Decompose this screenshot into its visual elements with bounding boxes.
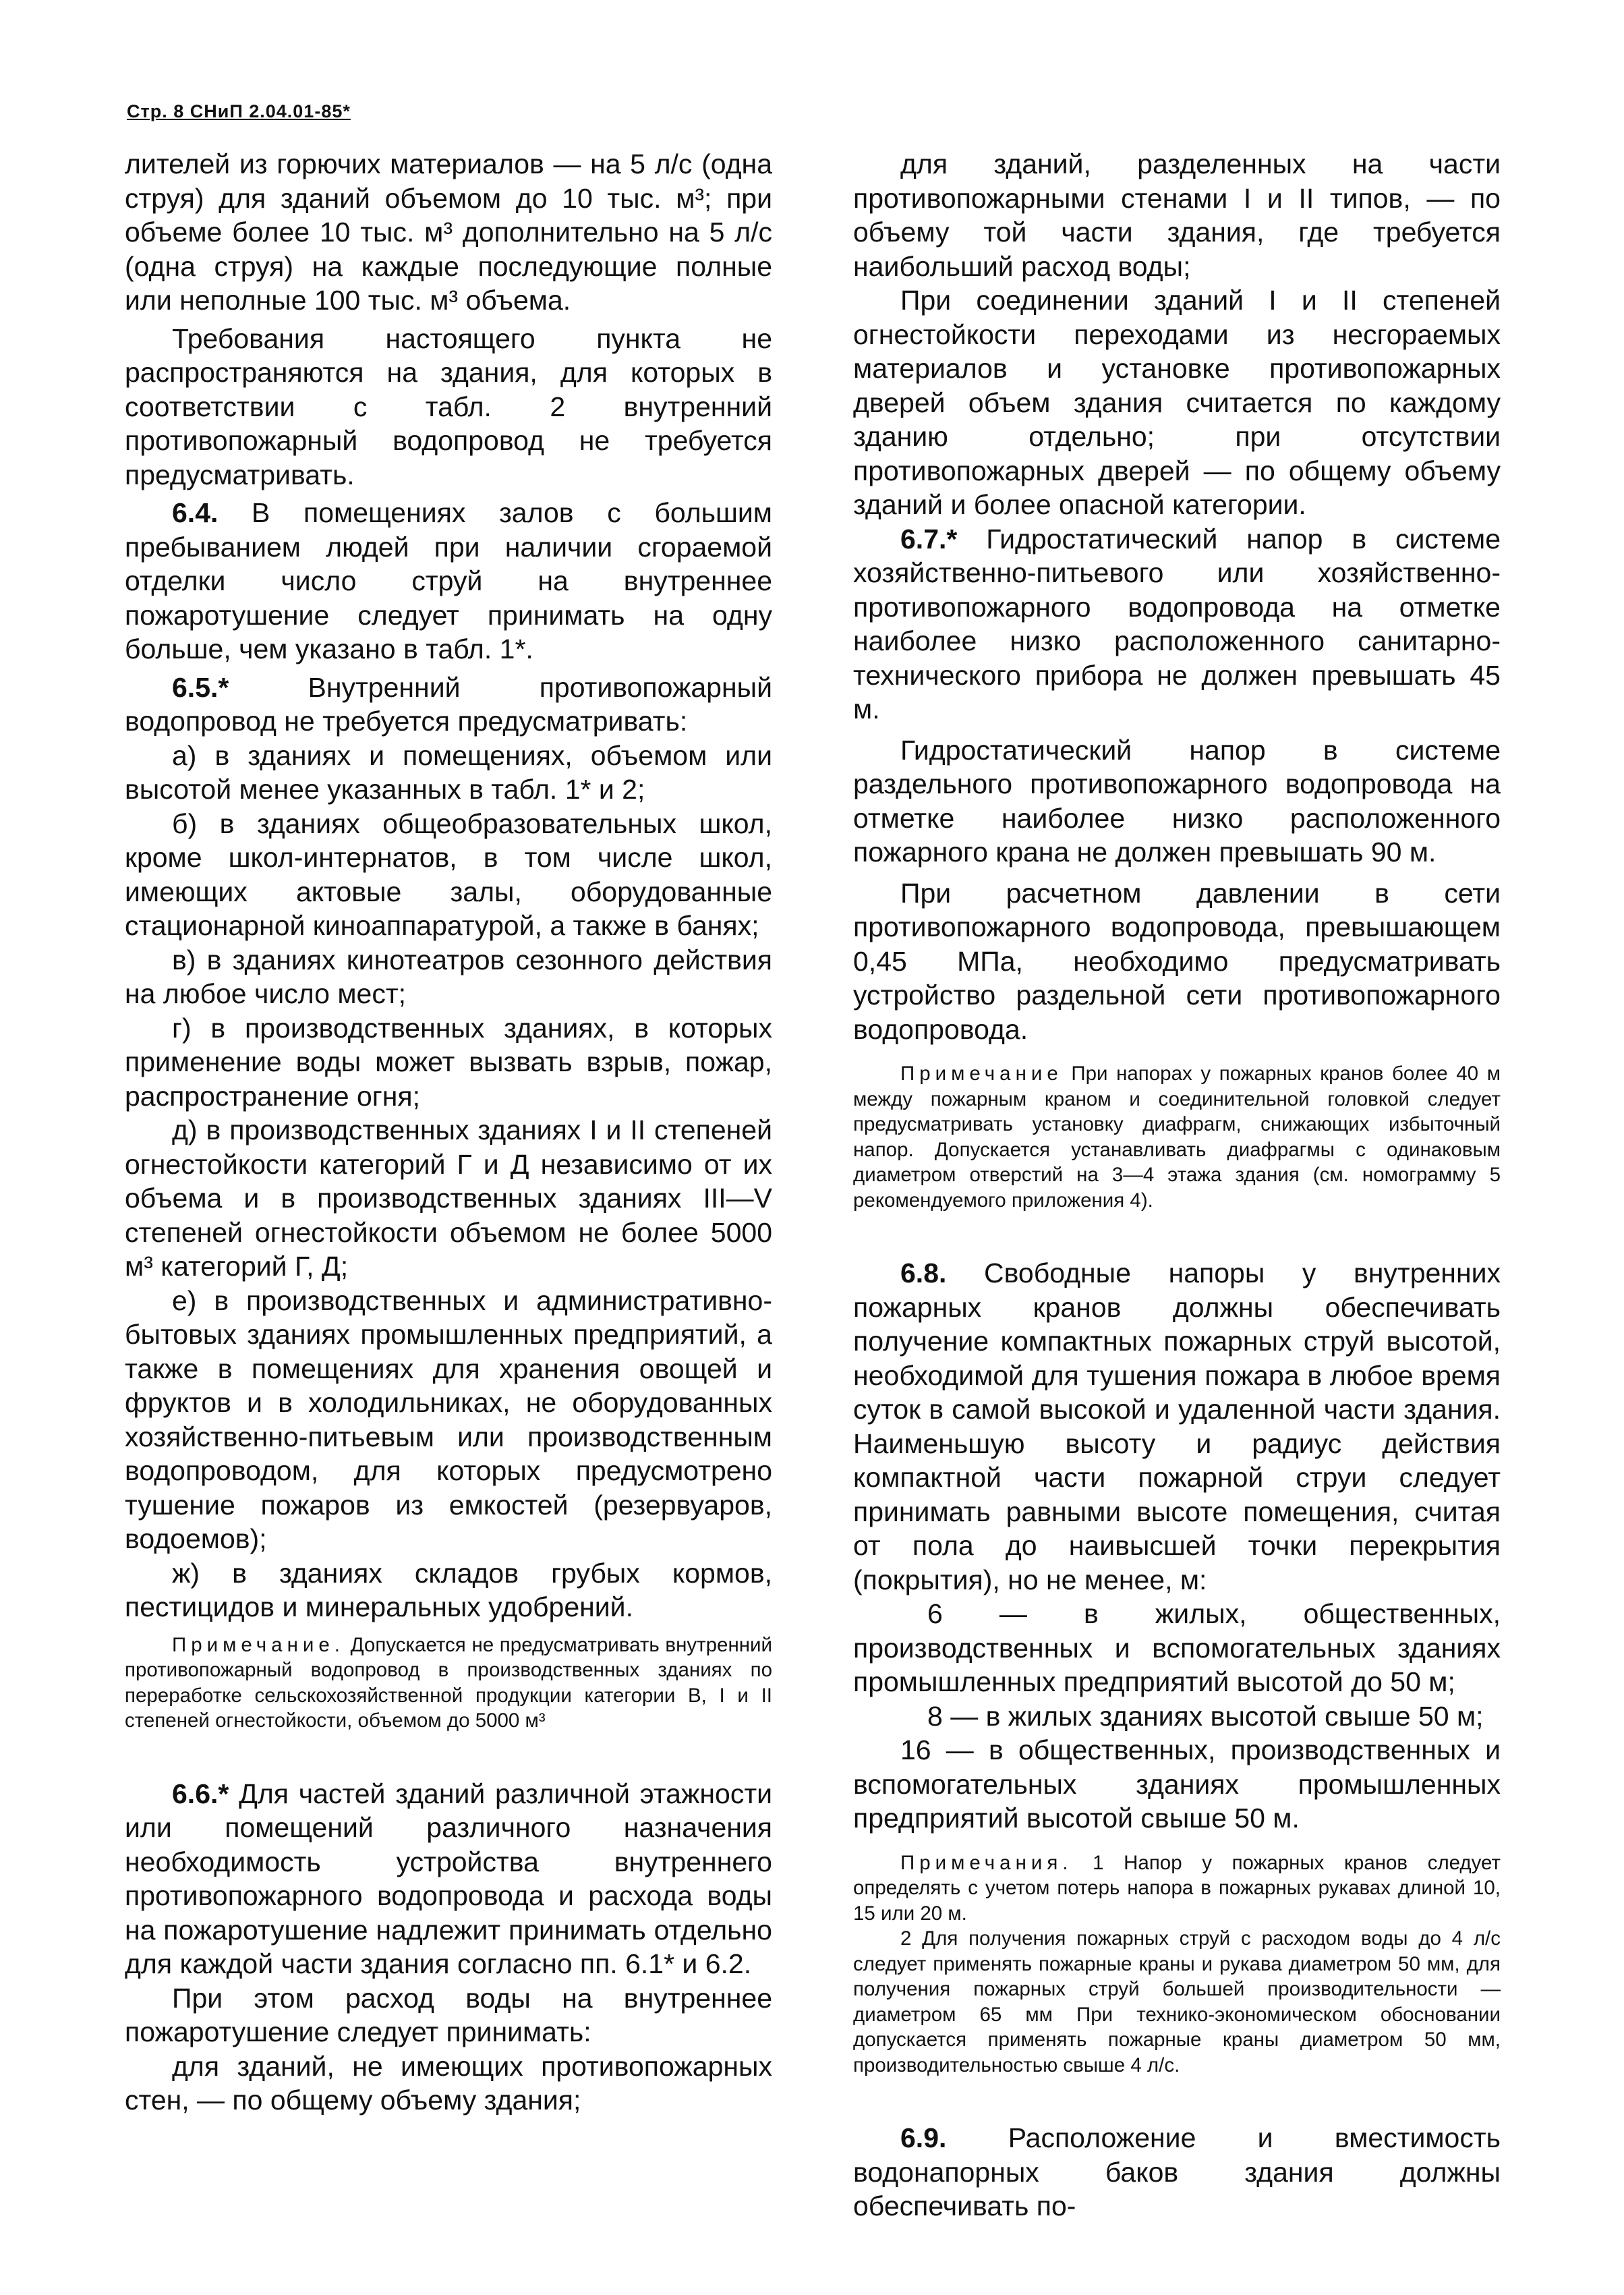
section-6-8	[853, 1256, 1501, 1597]
note-text: Допускается не предусматривать внутренний противопожарный водопровод в производственных зданиях по переработке сельскохозяйственной продукции категории В, I и II степеней огнестойкости, объемом до 5000 м³	[125, 1633, 772, 1732]
list-item: б) в зданиях общеобразовательных школ, кроме школ-интернатов, в том числе школ, имеющих актовые залы, оборудованные стационарной киноаппаратурой, а также в банях;	[125, 808, 772, 941]
section-number: 6.7.*	[900, 523, 958, 555]
spacer	[853, 1213, 1501, 1256]
paragraph: При этом расход воды на внутреннее пожаротушение следует принимать:	[125, 1982, 772, 2047]
note-text: 2 Для получения пожарных струй с расходом воды до 4 л/с следует применять пожарные краны и рукава диаметром 50 мм, для получения пожарных струй большей производительности — диаметром 65 мм При технико-экономическом обосновании допускается применять пожарные краны диаметром 50 мм, производительностью свыше 4 л/с.	[853, 1927, 1501, 2076]
section-6-5	[125, 671, 772, 739]
paragraph: Гидростатический напор в системе раздельного противопожарного водопровода на отметке наиболее низко расположенного пожарного крана не должен превышать 90 м.	[853, 734, 1501, 868]
section-6-6	[125, 1777, 772, 1981]
list-item: 8 — в жилых зданиях высотой свыше 50 м;	[927, 1700, 1484, 1732]
paragraph: При расчетном давлении в сети противопожарного водопровода, превышающем 0,45 МПа, необходимо предусматривать устройство раздельной сети противопожарного водопровода.	[853, 877, 1501, 1045]
paragraph: Требования настоящего пункта не распространяются на здания, для которых в соответствии с табл. 2 внутренний противопожарный водопровод не требуется предусматривать.	[125, 322, 772, 490]
list-item: е) в производственных и административно-бытовых зданиях промышленных предприятий, а также в помещениях для хранения овощей и фруктов и в холодильниках, не оборудованных хозяйственно-питьевым или производственным водопроводом, для которых предусмотрено тушение пожаров из емкостей (резервуаров, водоемов);	[125, 1284, 772, 1554]
list-item: г) в производственных зданиях, в которых применение воды может вызвать взрыв, пожар, распространение огня;	[125, 1012, 772, 1112]
section-6-4	[125, 496, 772, 667]
section-text: Гидростатический напор в системе хозяйственно-питьевого или хозяйственно-противопожарного водопровода на отметке наиболее низко расположенного санитарно-технического прибора не должен превышать 45 м.	[853, 523, 1501, 725]
section-text: Свободные напоры у внутренних пожарных кранов должны обеспечивать получение компактных пожарных струй высотой, необходимой для тушения пожара в любое время суток в самой высокой и удаленной части здания. Наименьшую высоту и радиус действия компактной части пожарной струи следует принимать равными высоте помещения, считая от пола до наивысшей точки перекрытия (покрытия), но не менее, м:	[853, 1257, 1501, 1595]
section-number: 6.8.	[900, 1257, 947, 1288]
note-label: Примечание.	[172, 1633, 345, 1656]
section-number: 6.6.*	[172, 1778, 229, 1809]
list-item: а) в зданиях и помещениях, объемом или высотой менее указанных в табл. 1* и 2;	[125, 739, 772, 805]
list-item: д) в производственных зданиях I и II степеней огнестойкости категорий Г и Д независимо от их объема и в производственных зданиях III—V степеней огнестойкости объемом не более 5000 м³ категорий Г, Д;	[125, 1114, 772, 1282]
section-number: 6.9.	[900, 2122, 947, 2153]
note-text: При напорах у пожарных кранов более 40 м между пожарным краном и соединительной головкой следует предусматривать установку диафрагм, снижающих избыточный напор. Допускается устанавливать диафрагмы с одинаковым диаметром отверстий на 3—4 этажа здания (см. номограмму 5 рекомендуемого приложения 4).	[853, 1062, 1501, 1212]
section-text: Для частей зданий различной этажности или помещений различного назначения необходимость устройства внутреннего противопожарного водопровода и расхода воды на пожаротушение надлежит принимать отдельно для каждой части здания согласно пп. 6.1* и 6.2.	[125, 1778, 772, 1979]
paragraph: лителей из горючих материалов — на 5 л/с (одна струя) для зданий объемом до 10 тыс. м³; при объеме более 10 тыс. м³ дополнительно на 5 л/с (одна струя) на каждые последующие полные или неполные 100 тыс. м³ объема.	[125, 148, 772, 316]
page-header: Стр. 8 СНиП 2.04.01-85*	[127, 101, 351, 121]
section-text: В помещениях залов с большим пребыванием людей при наличии сгораемой отделки число струй на внутреннее пожаротушение следует принимать на одну больше, чем указано в табл. 1*.	[125, 497, 772, 664]
list-item: 16 — в общественных, производственных и вспомогательных зданиях промышленных предприятий высотой свыше 50 м.	[853, 1734, 1501, 1834]
section-text: Внутренний противопожарный водопровод не требуется предусматривать:	[125, 671, 772, 737]
list-item: ж) в зданиях складов грубых кормов, пестицидов и минеральных удобрений.	[125, 1557, 772, 1622]
section-text: Расположение и вместимость водонапорных баков здания должны обеспечивать по-	[853, 2122, 1501, 2221]
right-column	[853, 147, 1501, 2223]
section-number: 6.5.*	[172, 671, 229, 703]
note	[853, 1850, 1501, 1927]
spacer	[853, 2078, 1501, 2121]
paragraph: При соединении зданий I и II степеней огнестойкости переходами из несгораемых материалов и установке противопожарных дверей объем здания считается по каждому зданию отдельно; при отсутствии противопожарных дверей — по общему объему зданий и более опасной категории.	[853, 285, 1501, 520]
paragraph: для зданий, не имеющих противопожарных стен, — по общему объему здания;	[125, 2050, 772, 2116]
left-column	[125, 147, 772, 2118]
list-item: 6 — в жилых, общественных, производственных и вспомогательных зданиях промышленных предприятий высотой до 50 м;	[853, 1598, 1501, 1697]
section-6-7	[853, 522, 1501, 727]
note	[853, 1061, 1501, 1213]
paragraph: для зданий, разделенных на части противопожарными стенами I и II типов, — по объему той части здания, где требуется наибольший расход воды;	[853, 148, 1501, 282]
note-label: Примечание	[900, 1062, 1063, 1085]
note-label: Примечания.	[900, 1851, 1073, 1874]
note	[125, 1633, 772, 1734]
spacer	[125, 1734, 772, 1777]
section-number: 6.4.	[172, 497, 219, 528]
note-text: 1 Напор у пожарных кранов следует определять с учетом потерь напора в пожарных рукавах длиной 10, 15 или 20 м.	[853, 1851, 1501, 1925]
section-6-9	[853, 2121, 1501, 2223]
list-item: в) в зданиях кинотеатров сезонного действия на любое число мест;	[125, 944, 772, 1009]
